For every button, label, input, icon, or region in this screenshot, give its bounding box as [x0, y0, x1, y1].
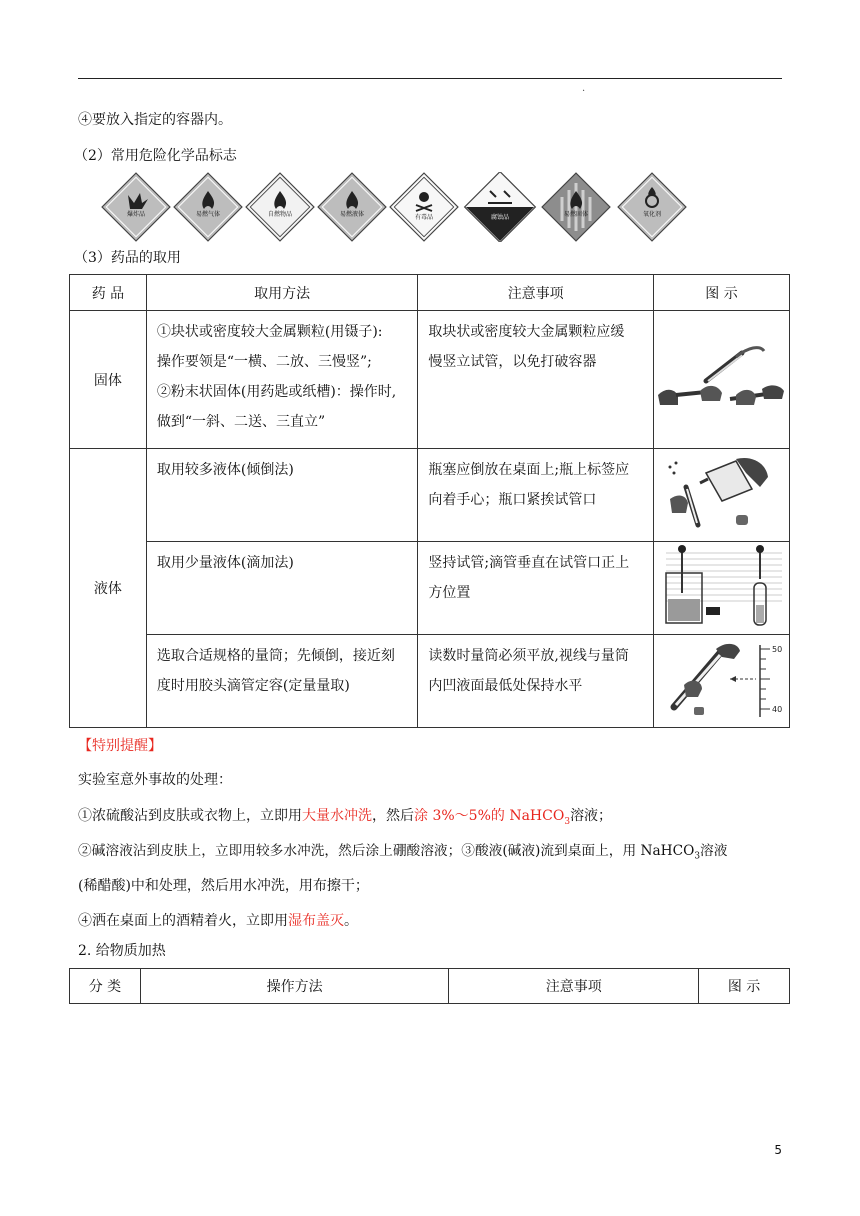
table-header: 注意事项: [449, 969, 699, 1004]
hazard-signs-row: [100, 172, 700, 242]
hazard-label: 有毒品: [414, 214, 434, 221]
solid-notes: 取块状或密度较大金属颗粒应缓 慢竖立试管，以免打破容器: [418, 311, 654, 449]
special-reminder-title: 【特别提醒】: [78, 738, 162, 754]
liquid-measure-method: 选取合适规格的量筒；先倾倒，接近刻 度时用胶头滴管定容(定量量取): [146, 635, 418, 728]
hazard-label: 易燃气体: [195, 211, 221, 218]
liquid-pour-method: 取用较多液体(倾倒法): [146, 449, 418, 542]
category-solid: 固体: [70, 311, 147, 449]
corrosive-sign: [465, 172, 536, 242]
header-rule: [78, 78, 782, 79]
table-header: 图 示: [699, 969, 790, 1004]
solid-illustration: [653, 311, 789, 449]
measure-illustration: [653, 635, 789, 728]
hazard-label: 腐蚀品: [490, 214, 510, 221]
liquid-drop-notes: 竖持试管;滴管垂直在试管口正上 方位置: [418, 542, 654, 635]
explosive-sign: [102, 173, 170, 241]
accident-4: ④洒在桌面上的酒精着火，立即用湿布盖灭。: [78, 913, 358, 929]
toxic-sign: [390, 173, 458, 241]
cylinder-tick-label: 50: [772, 645, 783, 654]
hazard-label: 易燃固体: [563, 211, 589, 218]
hazard-label: 氧化剂: [642, 211, 662, 218]
accident-title: 实验室意外事故的处理：: [78, 772, 232, 788]
section-3-title: （3）药品的取用: [74, 250, 181, 266]
page-number: 5: [774, 1143, 782, 1157]
reagent-handling-table: [69, 274, 790, 728]
liquid-drop-method: 取用少量液体(滴加法): [146, 542, 418, 635]
flammable-gas-sign: [174, 173, 242, 241]
dropper-illustration: [656, 543, 786, 629]
liquid-pour-notes: 瓶塞应倒放在桌面上;瓶上标签应 向着手心；瓶口紧挨试管口: [418, 449, 654, 542]
hazard-label: 爆炸品: [126, 211, 146, 218]
graduated-cylinder-illustration: [656, 637, 786, 721]
cylinder-tick-label: 40: [772, 705, 783, 714]
pouring-illustration: [656, 453, 786, 533]
category-liquid: 液体: [70, 449, 147, 728]
table-header: 图 示: [653, 275, 789, 311]
tweezers-test-tube-illustration: [656, 343, 786, 413]
section-heating-title: 2. 给物质加热: [78, 943, 166, 959]
accident-1: ①浓硫酸沾到皮肤或衣物上，立即用大量水冲洗，然后涂 3%～5%的 NaHCO$_3$溶液；: [78, 808, 613, 827]
intro-line: ④要放入指定的容器内。: [78, 112, 232, 128]
solid-method: ①块状或密度较大金属颗粒(用镊子): 操作要领是“一横、二放、三慢竖”; ②粉末状固体(用药匙或纸槽)：操作时, 做到“一斜、二送、三直立”: [146, 311, 418, 449]
table-header: 取用方法: [146, 275, 418, 311]
header-dot: ·: [582, 86, 586, 97]
pour-illustration: [653, 449, 789, 542]
flammable-liquid-sign: [318, 173, 386, 241]
section-2-title: （2）常用危险化学品标志: [74, 148, 237, 164]
spontaneous-combustion-sign: [246, 173, 314, 241]
liquid-measure-notes: 读数时量筒必须平放,视线与量筒 内凹液面最低处保持水平: [418, 635, 654, 728]
drop-illustration: [653, 542, 789, 635]
table-header: 分 类: [70, 969, 141, 1004]
hazard-label: 易燃液体: [339, 211, 365, 218]
oxidizer-sign: [618, 173, 686, 241]
hazard-label: 自燃物品: [267, 211, 293, 218]
heating-table: [69, 968, 790, 1004]
accident-2: ②碱溶液沾到皮肤上，立即用较多水冲洗，然后涂上硼酸溶液；③酸液(碱液)流到桌面上，用 NaHCO$_3$溶液: [78, 843, 728, 862]
flammable-solid-sign: [542, 173, 610, 241]
table-header: 注意事项: [418, 275, 654, 311]
table-header: 操作方法: [140, 969, 449, 1004]
accident-2-continued: (稀醋酸)中和处理，然后用水冲洗，用布擦干；: [78, 878, 369, 894]
table-header: 药 品: [70, 275, 147, 311]
